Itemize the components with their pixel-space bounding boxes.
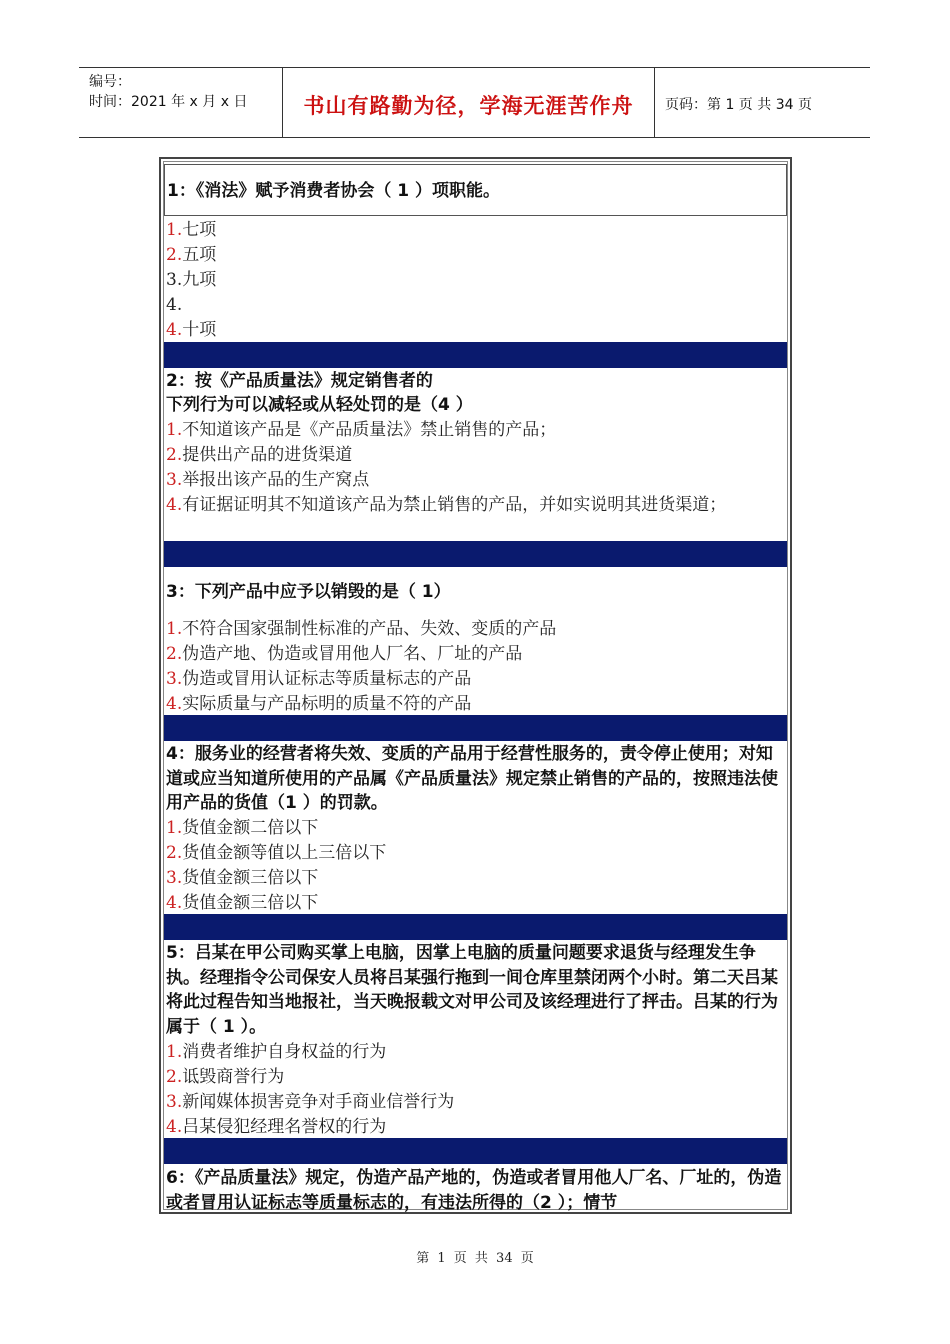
option-text: 诋毁商誉行为 <box>182 1067 285 1087</box>
option <box>166 243 783 268</box>
page-code: 页码：第 1 页 共 34 页 <box>665 97 812 113</box>
option-number: 4. <box>166 495 183 515</box>
motto: 书山有路勤为径，学海无涯苦作舟 <box>303 94 634 118</box>
option-number: 3. <box>166 669 183 689</box>
option-text: 伪造或冒用认证标志等质量标志的产品 <box>182 669 472 689</box>
option <box>166 891 783 916</box>
option <box>166 1040 783 1065</box>
separator-bar <box>164 1138 787 1164</box>
option <box>166 293 783 318</box>
option <box>166 418 783 443</box>
header-motto-cell <box>282 68 655 137</box>
option-number: 1. <box>166 420 183 440</box>
header-page-cell <box>655 68 870 137</box>
time-label: 时间：2021 年 x 月 x 日 <box>89 94 248 110</box>
option <box>166 318 783 343</box>
option-number: 1. <box>166 619 183 639</box>
option <box>166 667 783 692</box>
option-text: 货值金额二倍以下 <box>182 818 319 838</box>
option-number: 2. <box>166 445 183 465</box>
option-text: 举报出该产品的生产窝点 <box>182 470 370 490</box>
option-text: 货值金额三倍以下 <box>182 868 319 888</box>
option-number: 4. <box>166 1117 183 1137</box>
option-text: 伪造产地、伪造或冒用他人厂名、厂址的产品 <box>182 644 523 664</box>
option-text: 实际质量与产品标明的质量不符的产品 <box>182 694 472 714</box>
option <box>166 642 783 667</box>
option <box>166 218 783 243</box>
question-text-line: 下列行为可以减轻或从轻处罚的是（4 ） <box>166 395 473 415</box>
question-text: 4：服务业的经营者将失效、变质的产品用于经营性服务的，责令停止使用；对知道或应当知道所使用的产品属《产品质量法》规定禁止销售的产品的，按照违法使用产品的货值（1 ）的罚款。 <box>166 744 778 813</box>
question-text-line: 2：按《产品质量法》规定销售者的 <box>166 371 433 391</box>
document-header <box>79 67 870 138</box>
question-text: 5：吕某在甲公司购买掌上电脑，因掌上电脑的质量问题要求退货与经理发生争执。经理指令公司保安人员将吕某强行拖到一间仓库里禁闭两个小时。第二天吕某将此过程告知当地报社，当天晚报载文对甲公司及该经理进行了抨击。吕某的行为属于（ 1 ）。 <box>166 943 778 1037</box>
question-text: 1：《消法》赋予消费者协会（ 1 ）项职能。 <box>167 181 500 201</box>
option <box>166 617 783 642</box>
option-text: 九项 <box>182 270 217 290</box>
separator-bar <box>164 914 787 940</box>
option <box>166 268 783 293</box>
option-number: 4. <box>166 893 183 913</box>
option-number: 4. <box>166 694 183 714</box>
header-info-cell <box>79 68 282 137</box>
option-number: 2. <box>166 1067 183 1087</box>
option-number: 1. <box>166 220 183 240</box>
option <box>166 493 783 518</box>
separator-bar <box>164 541 787 567</box>
option-text: 不知道该产品是《产品质量法》禁止销售的产品； <box>182 420 557 440</box>
option-text: 提供出产品的进货渠道 <box>182 445 353 465</box>
option-number: 3. <box>166 1092 183 1112</box>
serial-label: 编号： <box>89 74 131 90</box>
question-box <box>164 164 787 216</box>
question-text: 3：下列产品中应予以销毁的是（ 1） <box>166 582 451 602</box>
option-text: 有证据证明其不知道该产品为禁止销售的产品，并如实说明其进货渠道； <box>182 495 727 515</box>
option-text: 消费者维护自身权益的行为 <box>182 1042 387 1062</box>
option-text: 新闻媒体损害竞争对手商业信誉行为 <box>182 1092 455 1112</box>
option <box>166 866 783 891</box>
question-text: 6：《产品质量法》规定，伪造产品产地的，伪造或者冒用他人厂名、厂址的，伪造或者冒用认证标志等质量标志的，有违法所得的（2 ）；情节 <box>166 1168 782 1213</box>
separator-bar <box>164 715 787 741</box>
option-number: 4. <box>166 320 183 340</box>
option <box>166 443 783 468</box>
quiz-frame <box>159 157 792 1214</box>
separator-bar <box>164 342 787 368</box>
option-number: 3. <box>166 270 183 290</box>
option-number: 3. <box>166 470 183 490</box>
option <box>166 468 783 493</box>
option-number: 1. <box>166 1042 183 1062</box>
option-text: 不符合国家强制性标准的产品、失效、变质的产品 <box>182 619 557 639</box>
option-number: 2. <box>166 644 183 664</box>
option-text: 货值金额三倍以下 <box>182 893 319 913</box>
option-text: 七项 <box>182 220 217 240</box>
option-text: 吕某侵犯经理名誉权的行为 <box>182 1117 387 1137</box>
page-footer: 第 1 页 共 34 页 <box>416 1251 534 1266</box>
option-text: 货值金额等值以上三倍以下 <box>182 843 387 863</box>
option <box>166 816 783 841</box>
option <box>166 692 783 717</box>
option-number: 3. <box>166 868 183 888</box>
option-number: 2. <box>166 245 183 265</box>
option <box>166 1065 783 1090</box>
option-text: 五项 <box>182 245 217 265</box>
option-number: 2. <box>166 843 183 863</box>
option-number: 1. <box>166 818 183 838</box>
option <box>166 841 783 866</box>
option <box>166 1090 783 1115</box>
option <box>166 1115 783 1140</box>
option-text: 十项 <box>182 320 217 340</box>
option-number: 4. <box>166 295 183 315</box>
